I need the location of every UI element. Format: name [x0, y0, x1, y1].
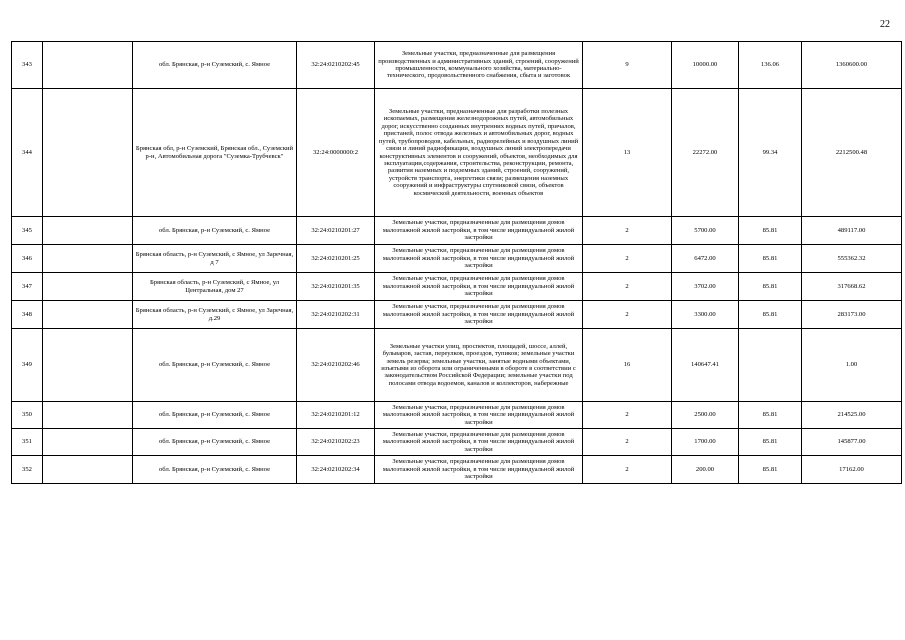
area-cell: 140647.41 [672, 329, 739, 402]
use-code-cell: 16 [583, 329, 672, 402]
area-cell: 3300.00 [672, 301, 739, 329]
cadastral-number-cell: 32:24:0210202:34 [297, 456, 375, 484]
address-cell: Брянская область, р-н Суземский, с Ямное, ул Центральная, дом 27 [133, 273, 297, 301]
land-use-cell: Земельные участки, предназначенные для размещения домов малоэтажной жилой застройки, в том числе индивидуальной жилой застройки [375, 217, 583, 245]
cadastral-number-cell: 32:24:0000000:2 [297, 89, 375, 217]
cadastral-number-cell: 32:24:0210201:35 [297, 273, 375, 301]
row-number: 351 [12, 429, 43, 456]
area-cell: 5700.00 [672, 217, 739, 245]
use-code-cell: 2 [583, 217, 672, 245]
use-code-cell: 2 [583, 429, 672, 456]
use-code-cell: 2 [583, 456, 672, 484]
address-cell: Брянская область, р-н Суземский, с Ямное, ул Заречная, д 7 [133, 245, 297, 273]
table-row [12, 245, 902, 273]
table-row [12, 329, 902, 402]
empty-cell [43, 402, 133, 429]
land-use-cell: Земельные участки, предназначенные для размещения домов малоэтажной жилой застройки, в том числе индивидуальной жилой застройки [375, 429, 583, 456]
address-cell: обл. Брянская, р-н Суземский, с. Ямное [133, 329, 297, 402]
cadastral-number-cell: 32:24:0210202:23 [297, 429, 375, 456]
rate-cell: 85.81 [739, 273, 802, 301]
rate-cell: 85.81 [739, 456, 802, 484]
land-use-cell: Земельные участки, предназначенные для разработки полезных ископаемых, размещения железнодорожных путей, автомобильных дорог, искусственно созданных внутренних водных путей, причалов, пристаней, полос отвода железных и автомобильных дорог, водных путей, трубопроводов, кабельных, радиорелейных и воздушных линий связи и линий радиофикации, воздушных линий электропередачи конструктивных элементов и сооружений, объектов, необходимых для эксплуатации,содержания, строительства, реконструкции, ремонта, развития наземных и подземных зданий, строений, сооружений, устройств транспорта, энергетики связи; размещения наземных сооружений и инфраструктуры спутниковой связи, объектов космической деятельности, военных объектов [375, 89, 583, 217]
area-cell: 200.00 [672, 456, 739, 484]
cadastral-number-cell: 32:24:0210201:27 [297, 217, 375, 245]
use-code-cell: 13 [583, 89, 672, 217]
cadastral-value-cell: 17162.00 [802, 456, 902, 484]
page-number: 22 [880, 19, 890, 30]
rate-cell: 136.06 [739, 42, 802, 89]
empty-cell [43, 42, 133, 89]
address-cell: Брянская область, р-н Суземский, с Ямное, ул Заречная, д.29 [133, 301, 297, 329]
area-cell: 10000.00 [672, 42, 739, 89]
use-code-cell: 2 [583, 245, 672, 273]
area-cell: 6472.00 [672, 245, 739, 273]
cadastral-number-cell: 32:24:0210202:31 [297, 301, 375, 329]
row-number: 349 [12, 329, 43, 402]
rate-cell: 99.34 [739, 89, 802, 217]
cadastral-value-cell: 145877.00 [802, 429, 902, 456]
land-use-cell: Земельные участки, предназначенные для размещения домов малоэтажной жилой застройки, в том числе индивидуальной жилой застройки [375, 402, 583, 429]
cadastral-value-cell: 1360600.00 [802, 42, 902, 89]
address-cell: обл. Брянская, р-н Суземский, с. Ямное [133, 217, 297, 245]
rate-cell: 85.81 [739, 402, 802, 429]
rate-cell [739, 329, 802, 402]
row-number: 352 [12, 456, 43, 484]
row-number: 348 [12, 301, 43, 329]
use-code-cell: 2 [583, 301, 672, 329]
rate-cell: 85.81 [739, 429, 802, 456]
land-use-cell: Земельные участки, предназначенные для размещения домов малоэтажной жилой застройки, в том числе индивидуальной жилой застройки [375, 273, 583, 301]
land-use-cell: Земельные участки, предназначенные для размещения домов малоэтажной жилой застройки, в том числе индивидуальной жилой застройки [375, 301, 583, 329]
rate-cell: 85.81 [739, 301, 802, 329]
cadastral-value-cell: 489117.00 [802, 217, 902, 245]
use-code-cell: 2 [583, 402, 672, 429]
cadastral-value-cell: 317668.62 [802, 273, 902, 301]
address-cell: Брянская обл, р-н Суземский, Брянская обл., Суземский р-н, Автомобильная дорога "Суземка-Трубчевск" [133, 89, 297, 217]
empty-cell [43, 329, 133, 402]
table-row [12, 456, 902, 484]
empty-cell [43, 301, 133, 329]
cadastral-value-cell: 214525.00 [802, 402, 902, 429]
cadastral-value-cell: 2212500.48 [802, 89, 902, 217]
area-cell: 22272.00 [672, 89, 739, 217]
table-row [12, 42, 902, 89]
empty-cell [43, 429, 133, 456]
cadastral-number-cell: 32:24:0210202:46 [297, 329, 375, 402]
table-row [12, 217, 902, 245]
table-row [12, 89, 902, 217]
address-cell: обл. Брянская, р-н Суземский, с. Ямное [133, 42, 297, 89]
row-number: 343 [12, 42, 43, 89]
area-cell: 2500.00 [672, 402, 739, 429]
area-cell: 3702.00 [672, 273, 739, 301]
cadastral-value-cell: 283173.00 [802, 301, 902, 329]
cadastral-value-cell: 555362.32 [802, 245, 902, 273]
row-number: 350 [12, 402, 43, 429]
land-use-cell: Земельные участки, предназначенные для размещения производственных и административных зданий, строений, сооружений промышленности, коммунального хозяйства, материально-технического, продовольственного снабжения, сбыта и заготовок [375, 42, 583, 89]
row-number: 347 [12, 273, 43, 301]
rate-cell: 85.81 [739, 217, 802, 245]
table-row [12, 402, 902, 429]
empty-cell [43, 89, 133, 217]
area-cell: 1700.00 [672, 429, 739, 456]
land-use-cell: Земельные участки улиц, проспектов, площадей, шоссе, аллей, бульваров, застав, переулков, проездов, тупиков; земельные участки земель резерва; земельные участки, занятые водными объектами, изъятыми из оборота или ограниченными в обороте в соответствии с законодательством Российской Федерации; земельные участки под полосами отвода водоемов, каналов и коллекторов, набережные [375, 329, 583, 402]
row-number: 344 [12, 89, 43, 217]
rate-cell: 85.81 [739, 245, 802, 273]
land-use-cell: Земельные участки, предназначенные для размещения домов малоэтажной жилой застройки, в том числе индивидуальной жилой застройки [375, 456, 583, 484]
table-row [12, 301, 902, 329]
land-use-cell: Земельные участки, предназначенные для размещения домов малоэтажной жилой застройки, в том числе индивидуальной жилой застройки [375, 245, 583, 273]
empty-cell [43, 273, 133, 301]
cadastral-number-cell: 32:24:0210201:12 [297, 402, 375, 429]
table-row [12, 273, 902, 301]
cadastral-value-cell: 1.00 [802, 329, 902, 402]
address-cell: обл. Брянская, р-н Суземский, с. Ямное [133, 402, 297, 429]
table-row [12, 429, 902, 456]
cadastral-number-cell: 32:24:0210201:25 [297, 245, 375, 273]
empty-cell [43, 217, 133, 245]
empty-cell [43, 245, 133, 273]
address-cell: обл. Брянская, р-н Суземский, с. Ямное [133, 429, 297, 456]
row-number: 346 [12, 245, 43, 273]
land-registry-table [11, 41, 902, 484]
use-code-cell: 2 [583, 273, 672, 301]
row-number: 345 [12, 217, 43, 245]
cadastral-number-cell: 32:24:0210202:45 [297, 42, 375, 89]
address-cell: обл. Брянская, р-н Суземский, с. Ямное [133, 456, 297, 484]
use-code-cell: 9 [583, 42, 672, 89]
empty-cell [43, 456, 133, 484]
